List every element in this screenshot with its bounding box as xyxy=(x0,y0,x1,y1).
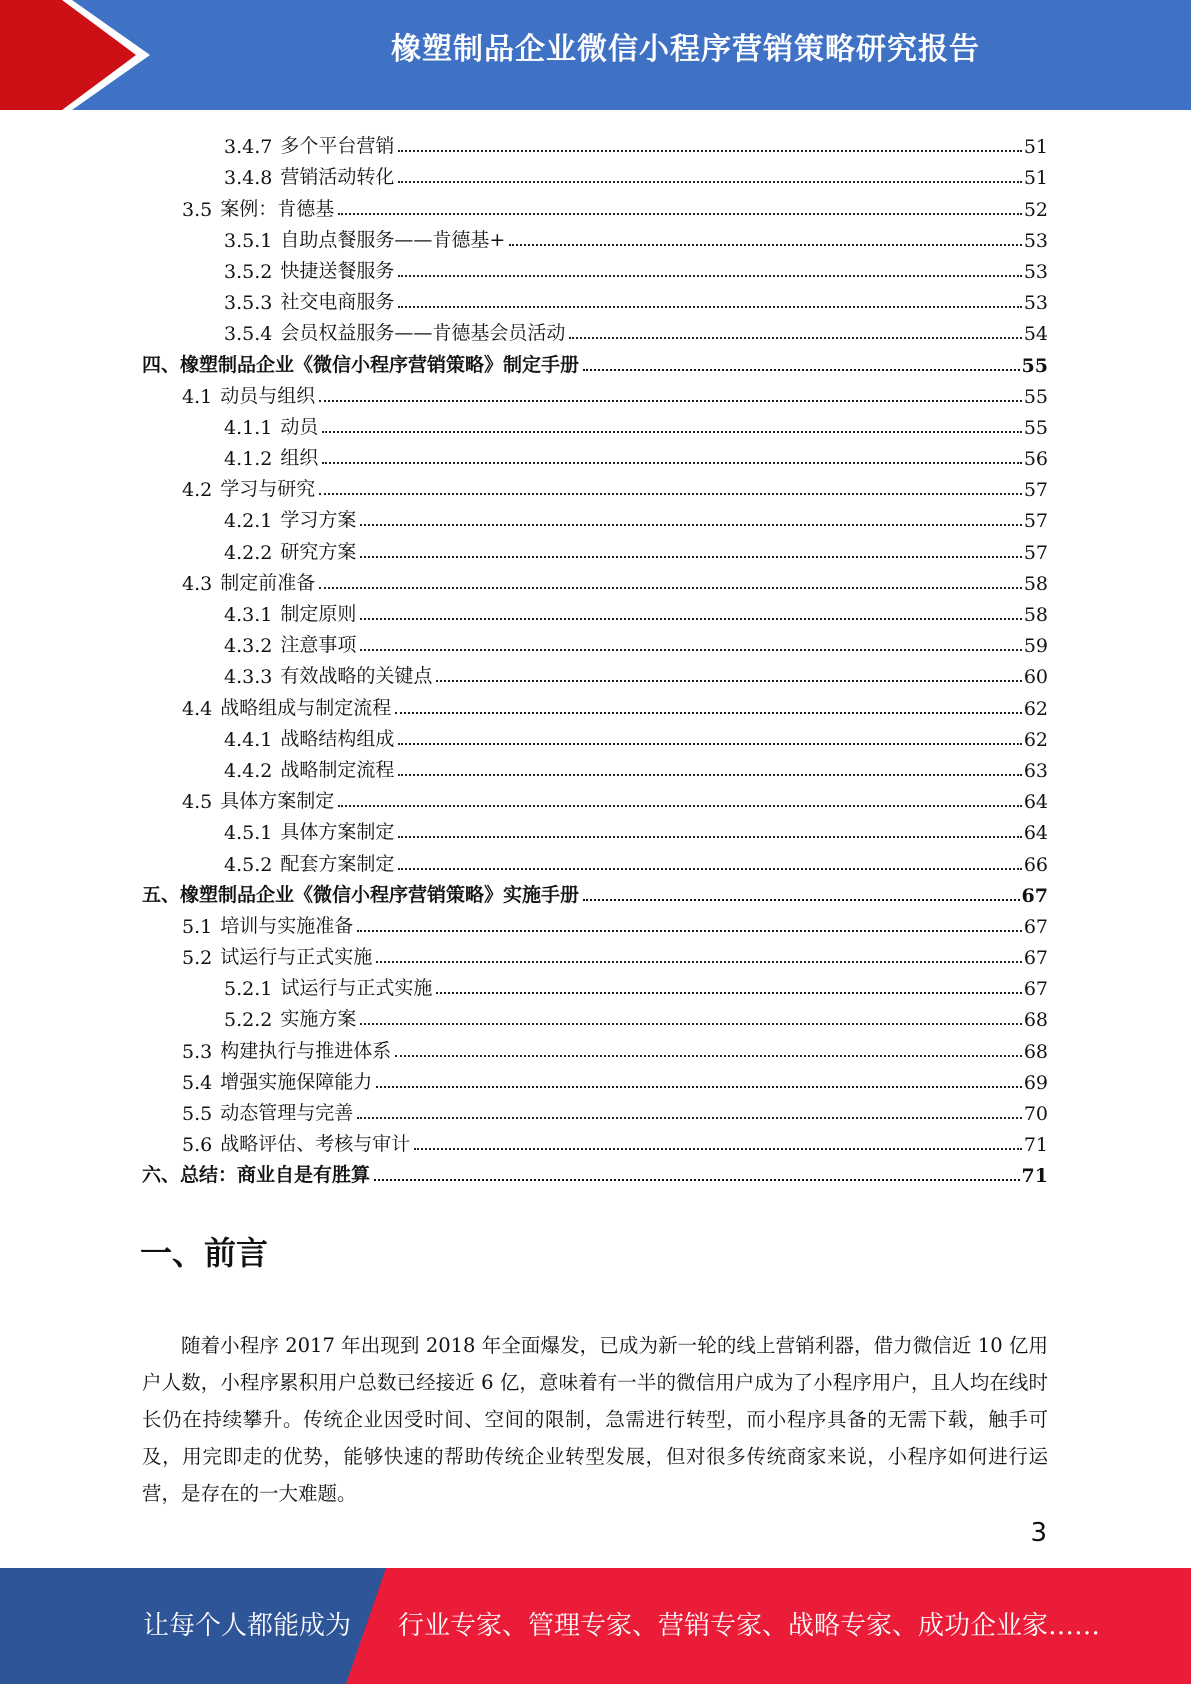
table-of-contents xyxy=(140,127,1048,1187)
toc-entry-title: 学习方案 xyxy=(280,509,357,532)
toc-entry-title: 案例：肯德基 xyxy=(220,197,335,220)
toc-entry-title: 六、总结：商业自是有胜算 xyxy=(142,1164,371,1187)
toc-entry[interactable] xyxy=(140,1156,1048,1187)
toc-dot-leader xyxy=(319,400,1022,402)
toc-entry[interactable] xyxy=(140,345,1048,376)
toc-dot-leader xyxy=(398,275,1021,277)
toc-dot-leader xyxy=(376,1086,1022,1088)
toc-entry[interactable] xyxy=(140,470,1048,501)
toc-entry[interactable] xyxy=(140,501,1048,532)
toc-entry[interactable] xyxy=(140,751,1048,782)
page-footer xyxy=(0,1568,1191,1684)
toc-entry-number: 3.5.2 xyxy=(224,260,273,283)
toc-entry-title: 快捷送餐服务 xyxy=(280,259,395,282)
toc-entry-number: 4.2.1 xyxy=(224,510,273,533)
toc-entry-page: 57 xyxy=(1023,541,1048,564)
toc-dot-leader xyxy=(360,1023,1021,1025)
toc-entry[interactable] xyxy=(140,876,1048,907)
toc-entry-page: 55 xyxy=(1023,385,1048,408)
toc-dot-leader xyxy=(322,431,1021,433)
header-arrow-icon xyxy=(0,0,160,110)
page-header xyxy=(0,0,1191,110)
toc-entry[interactable] xyxy=(140,283,1048,314)
toc-entry-number: 4.5.2 xyxy=(224,853,273,876)
toc-dot-leader xyxy=(569,337,1021,339)
toc-entry[interactable] xyxy=(140,813,1048,844)
toc-entry-page: 59 xyxy=(1023,635,1048,658)
toc-entry-number: 5.2.2 xyxy=(224,1009,273,1032)
toc-entry-title: 增强实施保障能力 xyxy=(220,1070,373,1093)
toc-entry-number: 4.4.2 xyxy=(224,759,273,782)
section-title: 一、前言 xyxy=(140,1234,269,1272)
toc-entry-title: 制定前准备 xyxy=(220,571,316,594)
toc-entry-title: 动态管理与完善 xyxy=(220,1102,354,1124)
toc-entry-title: 战略评估、考核与审计 xyxy=(220,1133,411,1156)
toc-entry-number: 5.2.1 xyxy=(224,978,273,1001)
toc-entry[interactable] xyxy=(140,408,1048,439)
toc-entry-page: 53 xyxy=(1023,229,1048,252)
toc-dot-leader xyxy=(357,1117,1022,1119)
toc-entry-title: 战略结构组成 xyxy=(280,727,395,750)
toc-entry-number: 3.4.7 xyxy=(224,136,273,159)
toc-entry-page: 52 xyxy=(1023,198,1048,221)
toc-dot-leader xyxy=(360,649,1021,651)
toc-dot-leader xyxy=(398,743,1021,745)
toc-entry-title: 实施方案 xyxy=(280,1008,357,1031)
toc-entry-number: 4.2.2 xyxy=(224,541,273,564)
toc-entry-title: 战略组成与制定流程 xyxy=(220,696,392,719)
toc-dot-leader xyxy=(357,930,1022,932)
toc-dot-leader xyxy=(395,712,1022,714)
toc-entry-number: 4.2 xyxy=(182,479,213,502)
toc-dot-leader xyxy=(398,868,1021,870)
toc-entry-page: 63 xyxy=(1023,759,1048,782)
toc-dot-leader xyxy=(374,1179,1020,1181)
toc-entry-number: 3.5.4 xyxy=(224,323,273,346)
toc-dot-leader xyxy=(360,524,1021,526)
toc-entry[interactable] xyxy=(140,657,1048,688)
toc-entry-number: 4.1.2 xyxy=(224,448,273,471)
toc-entry-page: 53 xyxy=(1023,260,1048,283)
toc-dot-leader xyxy=(414,1148,1022,1150)
toc-entry-page: 66 xyxy=(1023,853,1048,876)
toc-entry-number: 5.3 xyxy=(182,1040,213,1063)
toc-dot-leader xyxy=(398,774,1021,776)
toc-entry-title: 组织 xyxy=(280,447,319,470)
toc-entry-number: 3.4.8 xyxy=(224,167,273,190)
toc-entry-page: 67 xyxy=(1023,915,1048,938)
toc-entry-number: 3.5.3 xyxy=(224,292,273,315)
toc-entry-number: 5.5 xyxy=(182,1103,213,1125)
toc-entry-page: 55 xyxy=(1023,416,1048,439)
toc-entry-page: 67 xyxy=(1021,884,1048,907)
toc-entry-page: 67 xyxy=(1023,947,1048,970)
toc-entry-page: 55 xyxy=(1021,354,1048,377)
toc-entry-number: 5.1 xyxy=(182,915,213,938)
toc-entry[interactable] xyxy=(140,377,1048,408)
toc-entry[interactable] xyxy=(140,844,1048,875)
toc-entry-page: 51 xyxy=(1023,136,1048,159)
toc-entry-number: 4.4 xyxy=(182,697,213,720)
toc-dot-leader xyxy=(583,369,1020,371)
toc-entry-page: 71 xyxy=(1021,1165,1048,1188)
toc-dot-leader xyxy=(509,244,1022,246)
toc-entry-title: 五、橡塑制品企业《微信小程序营销策略》实施手册 xyxy=(142,883,580,906)
toc-entry-title: 试运行与正式实施 xyxy=(220,946,373,969)
toc-entry-title: 有效战略的关键点 xyxy=(280,665,433,688)
toc-entry[interactable] xyxy=(140,1000,1048,1031)
footer-slogan-right: 行业专家、管理专家、营销专家、战略专家、成功企业家…… xyxy=(398,1611,1101,1641)
toc-entry-title: 研究方案 xyxy=(280,540,357,563)
toc-entry-page: 64 xyxy=(1023,791,1048,814)
toc-entry[interactable] xyxy=(140,782,1048,813)
toc-entry-page: 57 xyxy=(1023,479,1048,502)
toc-entry-page: 62 xyxy=(1023,697,1048,720)
toc-entry-title: 动员与组织 xyxy=(220,384,316,407)
toc-entry[interactable] xyxy=(140,252,1048,283)
toc-dot-leader xyxy=(319,493,1022,495)
toc-dot-leader xyxy=(338,213,1022,215)
toc-entry-page: 68 xyxy=(1023,1009,1048,1032)
toc-entry-title: 四、橡塑制品企业《微信小程序营销策略》制定手册 xyxy=(142,353,580,376)
toc-entry-page: 60 xyxy=(1023,666,1048,689)
toc-entry-title: 会员权益服务——肯德基会员活动 xyxy=(280,322,566,345)
toc-entry-number: 4.5 xyxy=(182,791,213,814)
toc-entry-title: 营销活动转化 xyxy=(280,166,395,189)
toc-entry-number: 5.2 xyxy=(182,947,213,970)
toc-dot-leader xyxy=(436,992,1021,994)
toc-dot-leader xyxy=(376,961,1022,963)
toc-entry[interactable] xyxy=(140,564,1048,595)
toc-entry[interactable] xyxy=(140,688,1048,719)
toc-entry-page: 69 xyxy=(1023,1071,1048,1094)
footer-slogan-left: 让每个人都能成为 xyxy=(143,1611,352,1641)
toc-entry-number: 4.5.1 xyxy=(224,822,273,845)
toc-entry[interactable] xyxy=(140,969,1048,1000)
toc-entry-number: 4.3.2 xyxy=(224,635,273,658)
toc-dot-leader xyxy=(583,899,1020,901)
toc-entry-title: 动员 xyxy=(280,415,319,438)
header-title: 橡塑制品企业微信小程序营销策略研究报告 xyxy=(391,32,980,67)
page-number: 3 xyxy=(1030,1518,1047,1548)
toc-entry[interactable] xyxy=(140,1094,1048,1125)
toc-entry-number: 4.3.3 xyxy=(224,666,273,689)
toc-entry-title: 学习与研究 xyxy=(220,478,316,501)
toc-entry-title: 具体方案制定 xyxy=(220,790,335,813)
toc-dot-leader xyxy=(398,181,1021,183)
toc-entry[interactable] xyxy=(140,720,1048,751)
toc-dot-leader xyxy=(338,805,1022,807)
toc-entry-title: 战略制定流程 xyxy=(280,758,395,781)
toc-entry-page: 53 xyxy=(1023,292,1048,315)
toc-entry-number: 4.1 xyxy=(182,385,213,408)
toc-dot-leader xyxy=(395,1055,1022,1057)
body-paragraph: 随着小程序 2017 年出现到 2018 年全面爆发，已成为新一轮的线上营销利器，借力微信近 10 亿用户人数，小程序累积用户总数已经接近 6 亿，意味着有一半的微信用户成为了小程序用户，且人均在线时长仍在持续攀升。传统企业因受时间、空间的限制，急需进行转型，而小程序具备的无需下载，触手可及，用完即走的优势，能够快速的帮助传统企业转型发展，但对很多传统商家来说，小程序如何进行运营，是存在的一大难题。 xyxy=(142,1334,1048,1505)
toc-dot-leader xyxy=(360,618,1021,620)
toc-entry-number: 4.3 xyxy=(182,572,213,595)
toc-entry[interactable] xyxy=(140,314,1048,345)
toc-entry-title: 多个平台营销 xyxy=(280,135,395,158)
toc-entry-number: 4.4.1 xyxy=(224,728,273,751)
toc-entry-title: 试运行与正式实施 xyxy=(280,977,433,1000)
toc-entry[interactable] xyxy=(140,1063,1048,1094)
toc-entry[interactable] xyxy=(140,907,1048,938)
toc-entry[interactable] xyxy=(140,158,1048,189)
toc-entry-title: 制定原则 xyxy=(280,603,357,625)
toc-entry-number: 3.5.1 xyxy=(224,229,273,252)
toc-entry-number: 4.1.1 xyxy=(224,416,273,439)
toc-entry-title: 配套方案制定 xyxy=(280,852,395,875)
toc-entry[interactable] xyxy=(140,626,1048,657)
toc-dot-leader xyxy=(398,150,1021,152)
toc-entry-title: 注意事项 xyxy=(280,634,357,657)
toc-entry-page: 68 xyxy=(1023,1040,1048,1063)
toc-entry-page: 51 xyxy=(1023,167,1048,190)
toc-dot-leader xyxy=(360,556,1021,558)
toc-entry-title: 培训与实施准备 xyxy=(220,914,354,937)
toc-dot-leader xyxy=(436,680,1021,682)
toc-entry-title: 具体方案制定 xyxy=(280,821,395,844)
toc-entry[interactable] xyxy=(140,938,1048,969)
toc-dot-leader xyxy=(322,462,1021,464)
toc-entry-page: 54 xyxy=(1023,323,1048,346)
toc-entry-title: 构建执行与推进体系 xyxy=(220,1039,392,1062)
toc-entry-page: 70 xyxy=(1023,1103,1048,1125)
toc-entry[interactable] xyxy=(140,595,1048,626)
toc-entry-number: 3.5 xyxy=(182,198,213,221)
toc-entry[interactable] xyxy=(140,439,1048,470)
toc-entry-page: 64 xyxy=(1023,822,1048,845)
toc-entry[interactable] xyxy=(140,189,1048,220)
toc-entry-page: 58 xyxy=(1023,572,1048,595)
toc-entry-page: 71 xyxy=(1023,1134,1048,1157)
toc-entry-page: 67 xyxy=(1023,978,1048,1001)
toc-entry-number: 5.6 xyxy=(182,1134,213,1157)
toc-entry[interactable] xyxy=(140,221,1048,252)
toc-entry[interactable] xyxy=(140,1031,1048,1062)
toc-entry-title: 社交电商服务 xyxy=(280,291,395,314)
toc-entry[interactable] xyxy=(140,127,1048,158)
toc-entry-number: 5.4 xyxy=(182,1071,213,1094)
toc-entry-page: 56 xyxy=(1023,448,1048,471)
toc-entry[interactable] xyxy=(140,532,1048,563)
toc-entry-page: 62 xyxy=(1023,728,1048,751)
toc-entry-page: 58 xyxy=(1023,604,1048,626)
toc-entry-number: 4.3.1 xyxy=(224,604,273,626)
toc-entry-title: 自助点餐服务——肯德基+ xyxy=(280,228,506,251)
toc-dot-leader xyxy=(398,836,1021,838)
toc-dot-leader xyxy=(398,306,1021,308)
toc-entry-page: 57 xyxy=(1023,510,1048,533)
toc-dot-leader xyxy=(319,587,1022,589)
toc-entry[interactable] xyxy=(140,1125,1048,1156)
